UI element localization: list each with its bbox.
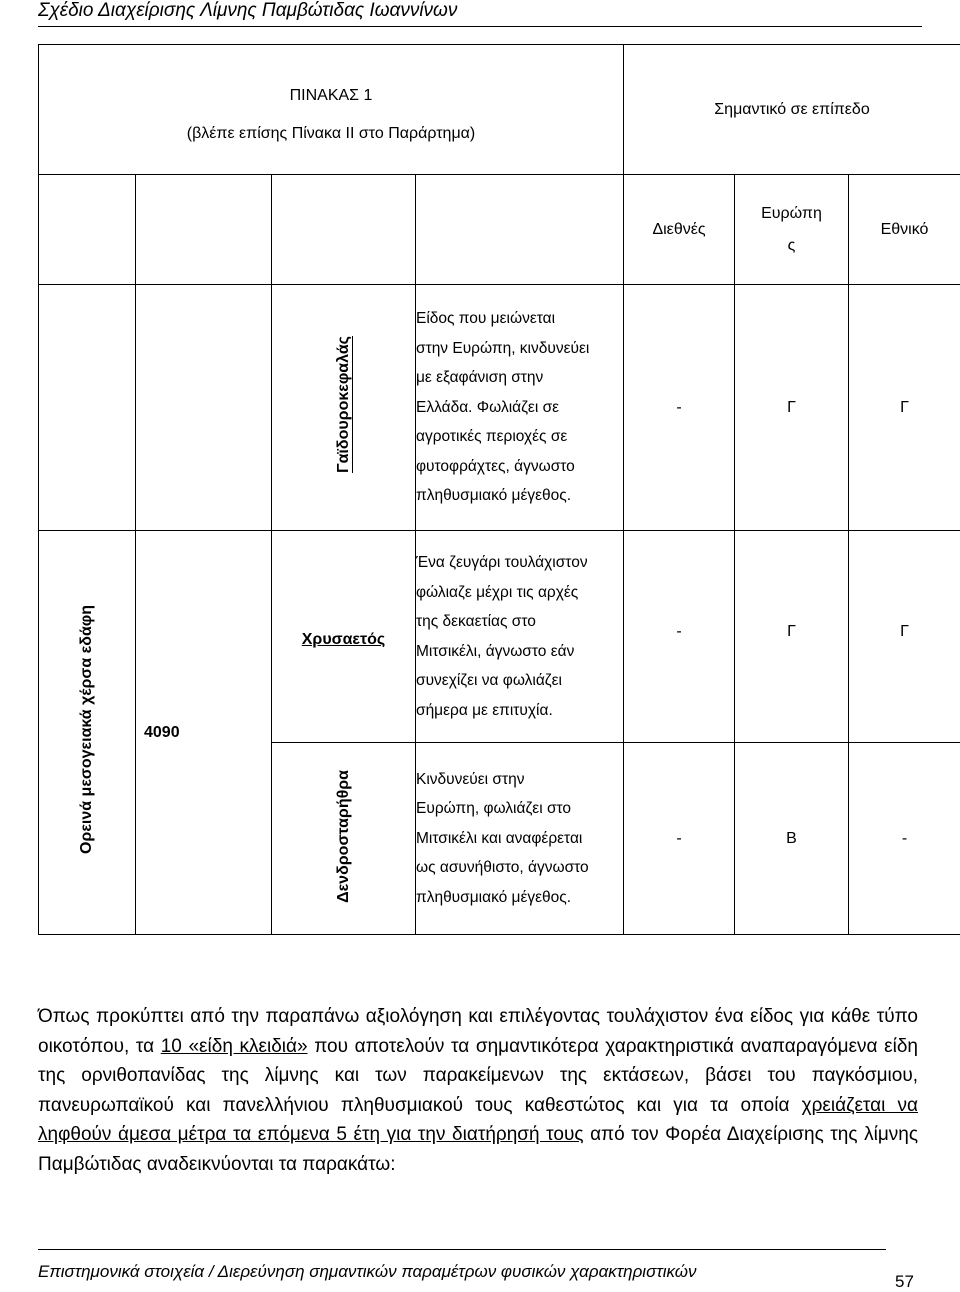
species-name: Χρυσαετός [302,631,386,648]
description-line: Είδος που μειώνεται [416,304,623,334]
description-cell [416,285,624,531]
description-line: Μιτσικέλι και αναφέρεται [416,824,623,854]
description-line: Κινδυνεύει στην [416,765,623,795]
national-value: - [849,743,960,935]
national-value: Γ [849,531,960,743]
paragraph-underlined-key-species: 10 «είδη κλειδιά» [161,1036,308,1057]
paragraph-text: από τον Φορέα Διαχείρισης της λίμνης Παμβώτιδας αναδεικνύονται τα παρακάτω: [38,1124,918,1175]
col-european-header [735,175,849,285]
col-national-header [849,175,960,285]
col-international-label: Διεθνές [652,221,705,238]
table-title-cell [39,45,624,175]
international-value: - [624,285,735,531]
species-table [38,44,960,935]
description-line: ως ασυνήθιστο, άγνωστο [416,853,623,883]
header-divider [38,26,922,27]
description-line: στην Ευρώπη, κινδυνεύει [416,334,623,364]
paragraph-underlined-measures: χρειάζεται να ληφθούν άμεσα μέτρα τα επόμενα 5 έτη για την διατήρησή τους [38,1095,918,1146]
description-line: με εξαφάνιση στην [416,363,623,393]
footer-text: Επιστημονικά στοιχεία / Διερεύνηση σημαντικών παραμέτρων φυσικών χαρακτηριστικών [38,1262,697,1282]
footer-divider [38,1249,886,1250]
description-cell [416,531,624,743]
empty-cell [39,175,136,285]
description-line: φώλιαζε μέχρι τις αρχές [416,578,623,608]
species-name: Δενδροσταρήθρα [335,770,353,903]
significance-header: Σημαντικό σε επίπεδο [714,101,869,118]
page-number: 57 [895,1272,914,1292]
international-value: - [624,531,735,743]
description-line: πληθυσμιακό μέγεθος. [416,481,623,511]
empty-cell [39,285,136,531]
species-cell [272,743,416,935]
paragraph-text: που αποτελούν τα σημαντικότερα χαρακτηριστικά αναπαραγόμενα είδη της ορνιθοπανίδας της λίμνης και των παρακείμενων της εκτάσεων, βάσει του παγκόσμιου, πανευρωπαϊκού και πανελλήνιου πληθυσμιακού τους καθεστώτος και για τα οποία [38,1036,918,1116]
habitat-code: 4090 [144,724,180,741]
description-line: Ελλάδα. Φωλιάζει σε [416,393,623,423]
international-value: - [624,743,735,935]
habitat-label: Ορεινά μεσογειακά χέρσα εδάφη [78,605,96,854]
european-value: Γ [735,531,849,743]
description-cell [416,743,624,935]
description-line: Ευρώπη, φωλιάζει στο [416,794,623,824]
document-header-title: Σχέδιο Διαχείρισης Λίμνης Παμβώτιδας Ιωαννίνων [38,0,457,22]
habitat-code-cell [136,531,272,935]
col-international-header [624,175,735,285]
empty-cell [136,175,272,285]
body-paragraph [38,1002,918,1180]
paragraph-text: Όπως προκύπτει από την παραπάνω αξιολόγηση και επιλέγοντας τουλάχιστον ένα είδος για κάθε τύπο οικοτόπου, τα [38,1006,918,1057]
description-line: αγροτικές περιοχές σε [416,422,623,452]
col-national-label: Εθνικό [881,221,929,238]
empty-cell [136,285,272,531]
table-title: ΠΙΝΑΚΑΣ 1 [39,72,623,120]
species-cell [272,285,416,531]
national-value: Γ [849,285,960,531]
description-line: πληθυσμιακό μέγεθος. [416,883,623,913]
description-line: Μιτσικέλι, άγνωστο εάν [416,637,623,667]
description-line: φυτοφράχτες, άγνωστο [416,452,623,482]
col-european-label-1: Ευρώπη [735,198,848,230]
european-value: Β [735,743,849,935]
species-name: Γαϊδουροκεφαλάς [335,336,353,473]
habitat-label-cell [39,531,136,935]
significance-header-cell [624,45,960,175]
description-line: συνεχίζει να φωλιάζει [416,666,623,696]
table-subtitle: (βλέπε επίσης Πίνακα ΙΙ στο Παράρτημα) [39,120,623,148]
description-line: σήμερα με επιτυχία. [416,696,623,726]
col-european-label-2: ς [735,230,848,262]
empty-cell [416,175,624,285]
species-cell [272,531,416,743]
european-value: Γ [735,285,849,531]
description-line: της δεκαετίας στο [416,607,623,637]
description-line: Ένα ζευγάρι τουλάχιστον [416,548,623,578]
empty-cell [272,175,416,285]
